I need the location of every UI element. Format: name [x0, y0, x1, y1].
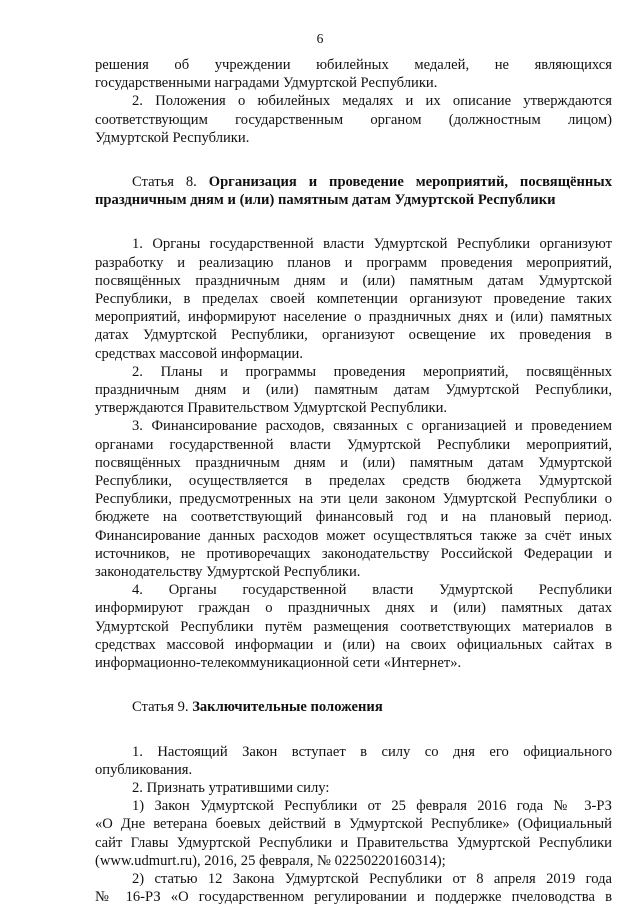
text-line: 4. Органы государственной власти Удмуртской Республики — [132, 582, 612, 599]
article-heading — [95, 173, 612, 209]
section-spacer — [95, 209, 612, 235]
paragraph — [95, 797, 612, 870]
paragraph — [95, 779, 612, 797]
text-line: бюджете на соответствующий финансовый год и на плановый период. — [95, 509, 612, 526]
paragraph — [95, 870, 612, 906]
paragraph — [95, 56, 612, 92]
text-line: 3. Финансирование расходов, связанных с организацией и проведением — [132, 418, 612, 435]
text-line: законодательству Удмуртской Республики. — [95, 564, 361, 581]
text-line: 1. Органы государственной власти Удмуртской Республики организуют — [132, 236, 612, 253]
section-spacer — [95, 672, 612, 698]
text-line: Республики, в пределах своей компетенции организуют проведение таких — [95, 291, 612, 308]
text-line: мероприятий, информируют население о праздничных днях и (или) памятных — [95, 309, 612, 326]
paragraph — [95, 92, 612, 147]
section-spacer — [95, 717, 612, 743]
text-line: сайт Главы Удмуртской Республики и Правительства Удмуртской Республики — [95, 834, 612, 851]
heading-line — [95, 698, 612, 716]
paragraph — [95, 363, 612, 418]
text-line: 2) статью 12 Закона Удмуртской Республики от 8 апреля 2019 года — [132, 870, 612, 887]
paragraph — [95, 743, 612, 779]
text-line: решения об учреждении юбилейных медалей, не являющихся — [95, 57, 612, 73]
article-heading — [95, 698, 612, 716]
text-line: датах Удмуртской Республики, организуют освещение их проведения в — [95, 327, 612, 344]
text-line: 2. Признать утратившими силу: — [132, 779, 330, 796]
text-line: утверждаются Правительством Удмуртской Республики. — [95, 400, 448, 417]
text-line: праздничным дням и (или) памятным датам Удмуртской Республики, — [95, 382, 612, 399]
text-line: 1. Настоящий Закон вступает в силу со дня его официального — [132, 743, 612, 760]
paragraph — [95, 581, 612, 672]
article-title: Заключительные положения — [192, 699, 383, 716]
text-line: Удмуртской Республики путём размещения соответствующих материалов в — [95, 618, 612, 635]
text-line: соответствующим государственным органом (должностным лицом) — [95, 111, 612, 128]
article-title: праздничным дням и (или) памятным датам Удмуртской Республики — [95, 192, 556, 209]
heading-line — [95, 173, 612, 191]
article-number: Статья 9. — [132, 699, 193, 716]
text-line: средствах массовой информации. — [95, 345, 304, 362]
text-line: органами государственной власти Удмуртской Республики мероприятий, — [95, 436, 612, 453]
text-line: «О Дне ветерана боевых действий в Удмуртской Республике» (Официальный — [95, 816, 612, 833]
text-line: (www.udmurt.ru), 2016, 25 февраля, № 02250220160314); — [95, 852, 446, 869]
paragraph — [95, 235, 612, 362]
text-line: 2. Планы и программы проведения мероприятий, посвящённых — [132, 363, 612, 380]
text-line: Республики, осуществляется в пределах средств бюджета Удмуртской — [95, 473, 612, 490]
text-line: информируют граждан о праздничных днях и (или) памятных датах — [95, 600, 612, 617]
text-line: Республики, предусмотренных на эти цели законом Удмуртской Республики о — [95, 491, 612, 508]
text-line: средствах массовой информации и (или) на своих официальных сайтах в — [95, 636, 612, 653]
text-line: разработку и реализацию планов и программ проведения мероприятий, — [95, 254, 612, 271]
text-line: информационно-телекоммуникационной сети «Интернет». — [95, 655, 462, 672]
text-line: Финансирование данных расходов может осуществляться также за счёт иных — [95, 527, 612, 544]
article-title: Организация и проведение мероприятий, посвящённых — [208, 174, 613, 191]
text-line: посвящённых праздничным дням и (или) памятным датам Удмуртской — [95, 454, 612, 471]
text-line: государственными наградами Удмуртской Республики. — [95, 75, 438, 92]
text-line: № 16-РЗ «О государственном регулировании и поддержке пчеловодства в — [95, 889, 612, 906]
page-number: 6 — [316, 31, 324, 46]
paragraph — [95, 417, 612, 581]
section-spacer — [95, 147, 612, 173]
heading-line — [95, 191, 612, 209]
text-line: 1) Закон Удмуртской Республики от 25 февраля 2016 года № 3-РЗ — [132, 798, 612, 815]
text-line: опубликования. — [95, 761, 193, 778]
text-line: источников, не противоречащих законодательству Российской Федерации и — [95, 545, 612, 562]
text-line: Удмуртской Республики. — [95, 129, 250, 146]
text-line: посвящённых праздничным дням и (или) памятным датам Удмуртской — [95, 272, 612, 289]
article-number: Статья 8. — [132, 174, 209, 191]
document-body — [95, 56, 612, 906]
text-line: 2. Положения о юбилейных медалях и их описание утверждаются — [132, 93, 612, 110]
